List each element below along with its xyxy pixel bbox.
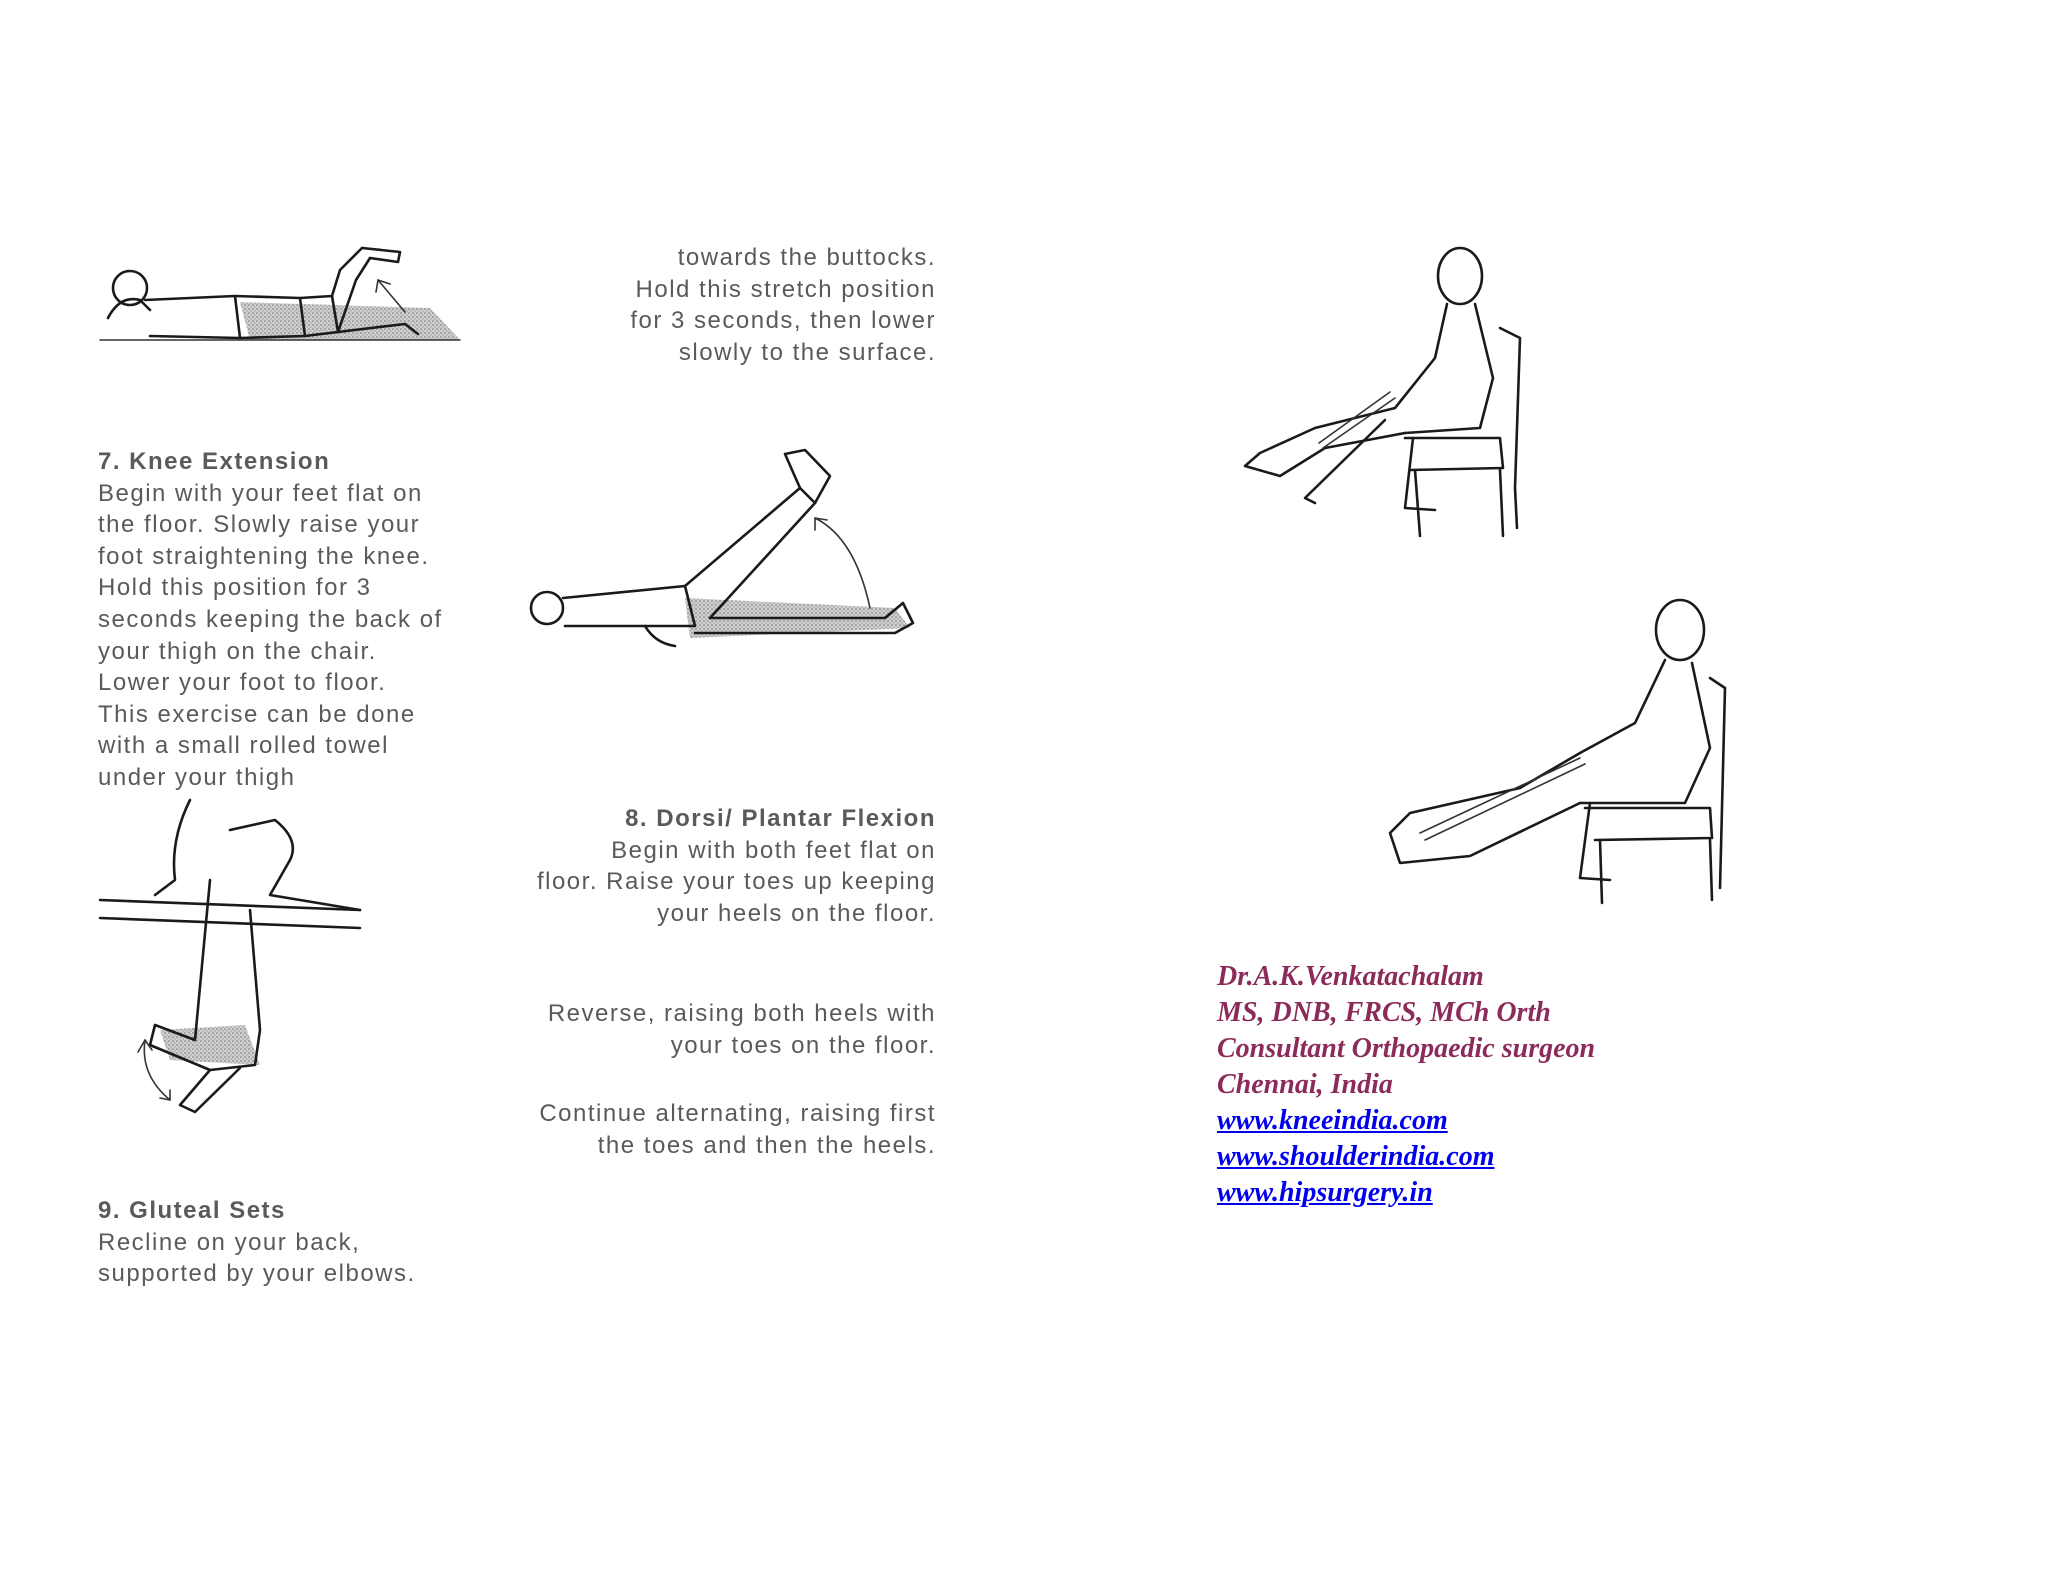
author-role: Consultant Orthopaedic surgeon bbox=[1217, 1033, 1596, 1064]
author-block bbox=[1217, 959, 1595, 1211]
seated-band-stretch-illustration-2 bbox=[1380, 588, 1720, 906]
continuation-line: Hold this stretch position bbox=[635, 275, 936, 303]
straight-leg-raise-illustration bbox=[515, 448, 915, 663]
continuation-line: slowly to the surface. bbox=[678, 338, 936, 366]
knee-extension-line: the floor. Slowly raise your bbox=[98, 511, 421, 539]
author-credentials: MS, DNB, FRCS, MCh Orth bbox=[1217, 997, 1551, 1028]
knee-extension-line: under your thigh bbox=[98, 763, 296, 791]
gluteal-sets-heading: 9. Gluteal Sets bbox=[98, 1197, 286, 1224]
author-name: Dr.A.K.Venkatachalam bbox=[1217, 961, 1484, 992]
dorsi-plantar-line: your heels on the floor. bbox=[657, 899, 936, 927]
dorsi-plantar-section bbox=[376, 803, 936, 929]
dorsi-plantar-continue bbox=[376, 1098, 936, 1161]
knee-extension-line: with a small rolled towel bbox=[98, 732, 389, 760]
link-kneeindia[interactable]: www.kneeindia.com bbox=[1217, 1105, 1448, 1136]
dorsi-plantar-line: Begin with both feet flat on bbox=[611, 836, 936, 864]
knee-extension-line: seconds keeping the back of bbox=[98, 605, 443, 633]
reverse-line: your toes on the floor. bbox=[670, 1031, 936, 1059]
gluteal-sets-section bbox=[98, 1195, 498, 1290]
reverse-line: Reverse, raising both heels with bbox=[547, 1000, 936, 1027]
continue-line: Continue alternating, raising first bbox=[539, 1100, 936, 1127]
dorsi-plantar-heading: 8. Dorsi/ Plantar Flexion bbox=[625, 805, 936, 832]
seated-band-stretch-illustration-1 bbox=[1235, 238, 1535, 538]
continuation-paragraph bbox=[376, 242, 936, 368]
dorsi-plantar-line: floor. Raise your toes up keeping bbox=[536, 868, 936, 896]
author-location: Chennai, India bbox=[1217, 1069, 1393, 1100]
knee-extension-line: foot straightening the knee. bbox=[98, 542, 430, 570]
gluteal-sets-line: Recline on your back, bbox=[98, 1228, 361, 1256]
knee-extension-section bbox=[98, 446, 498, 794]
dorsi-plantar-reverse bbox=[376, 998, 936, 1061]
knee-extension-line: This exercise can be done bbox=[98, 700, 416, 728]
continue-line: the toes and then the heels. bbox=[597, 1131, 936, 1159]
ankle-flexion-illustration bbox=[100, 800, 365, 1120]
knee-extension-line: Hold this position for 3 bbox=[98, 574, 372, 602]
continuation-line: for 3 seconds, then lower bbox=[630, 307, 936, 335]
link-hipsurgery[interactable]: www.hipsurgery.in bbox=[1217, 1177, 1433, 1208]
knee-extension-line: Lower your foot to floor. bbox=[98, 669, 387, 697]
knee-extension-heading: 7. Knee Extension bbox=[98, 448, 331, 475]
knee-extension-line: Begin with your feet flat on bbox=[98, 479, 423, 507]
knee-extension-line: your thigh on the chair. bbox=[98, 637, 377, 665]
gluteal-sets-line: supported by your elbows. bbox=[98, 1260, 416, 1288]
continuation-line: towards the buttocks. bbox=[677, 244, 936, 271]
link-shoulderindia[interactable]: www.shoulderindia.com bbox=[1217, 1141, 1495, 1172]
